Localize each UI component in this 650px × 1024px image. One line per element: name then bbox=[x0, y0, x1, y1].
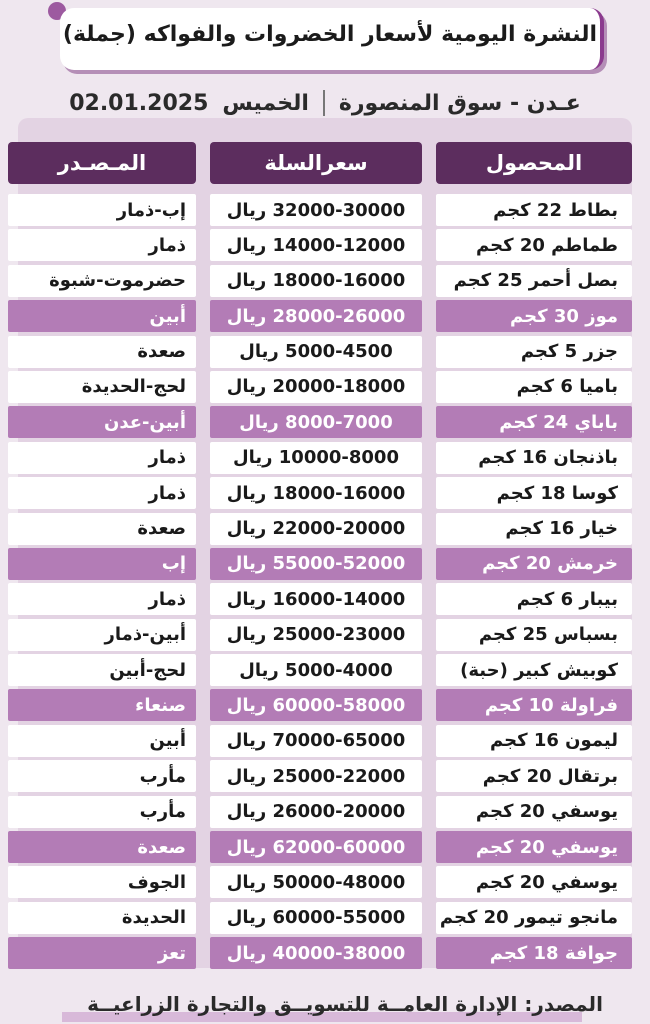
table-row bbox=[18, 194, 632, 226]
cell-product: جزر 5 كجم bbox=[436, 336, 632, 368]
cell-product: بسباس 25 كجم bbox=[436, 619, 632, 651]
cell-source: الجوف bbox=[8, 866, 196, 898]
cell-product: موز 30 كجم bbox=[436, 300, 632, 332]
cell-product: يوسفي 20 كجم bbox=[436, 831, 632, 863]
cell-price: 50000-48000 ريال bbox=[210, 866, 422, 898]
cell-price: 16000-14000 ريال bbox=[210, 583, 422, 615]
cell-price: 40000-38000 ريال bbox=[210, 937, 422, 969]
cell-price: 60000-58000 ريال bbox=[210, 689, 422, 721]
cell-source: صعدة bbox=[8, 336, 196, 368]
cell-price: 20000-18000 ريال bbox=[210, 371, 422, 403]
table-row bbox=[18, 583, 632, 615]
cell-product: يوسفي 20 كجم bbox=[436, 866, 632, 898]
table-row bbox=[18, 477, 632, 509]
bulletin-date: 02.01.2025 bbox=[69, 90, 209, 116]
cell-product: باباي 24 كجم bbox=[436, 406, 632, 438]
cell-price: 32000-30000 ريال bbox=[210, 194, 422, 226]
cell-product: باذنجان 16 كجم bbox=[436, 442, 632, 474]
cell-source: مأرب bbox=[8, 760, 196, 792]
cell-product: جوافة 18 كجم bbox=[436, 937, 632, 969]
cell-price: 62000-60000 ريال bbox=[210, 831, 422, 863]
table-row bbox=[18, 513, 632, 545]
cell-product: كوسا 18 كجم bbox=[436, 477, 632, 509]
table-row bbox=[18, 442, 632, 474]
cell-source: أبين-ذمار bbox=[8, 619, 196, 651]
table-row bbox=[18, 229, 632, 261]
cell-product: بطاط 22 كجم bbox=[436, 194, 632, 226]
cell-product: برتقال 20 كجم bbox=[436, 760, 632, 792]
table-row bbox=[18, 725, 632, 757]
cell-price: 18000-16000 ريال bbox=[210, 265, 422, 297]
cell-price: 70000-65000 ريال bbox=[210, 725, 422, 757]
cell-source: تعز bbox=[8, 937, 196, 969]
cell-source: أبين bbox=[8, 725, 196, 757]
cell-product: باميا 6 كجم bbox=[436, 371, 632, 403]
cell-price: 10000-8000 ريال bbox=[210, 442, 422, 474]
cell-price: 22000-20000 ريال bbox=[210, 513, 422, 545]
cell-product: ليمون 16 كجم bbox=[436, 725, 632, 757]
cell-price: 55000-52000 ريال bbox=[210, 548, 422, 580]
cell-product: مانجو تيمور 20 كجم bbox=[436, 902, 632, 934]
cell-source: لحج-الحديدة bbox=[8, 371, 196, 403]
table-row bbox=[18, 866, 632, 898]
table-row bbox=[18, 796, 632, 828]
cell-product: طماطم 20 كجم bbox=[436, 229, 632, 261]
table-row bbox=[18, 760, 632, 792]
cell-price: 28000-26000 ريال bbox=[210, 300, 422, 332]
cell-source: أبين-عدن bbox=[8, 406, 196, 438]
title-box bbox=[60, 8, 604, 70]
cell-source: ذمار bbox=[8, 583, 196, 615]
cell-source: ذمار bbox=[8, 477, 196, 509]
cell-product: بيبار 6 كجم bbox=[436, 583, 632, 615]
table-row bbox=[18, 371, 632, 403]
cell-price: 25000-22000 ريال bbox=[210, 760, 422, 792]
subtitle-divider bbox=[323, 90, 325, 116]
cell-price: 25000-23000 ريال bbox=[210, 619, 422, 651]
cell-price: 5000-4500 ريال bbox=[210, 336, 422, 368]
cell-source: الحديدة bbox=[8, 902, 196, 934]
cell-price: 8000-7000 ريال bbox=[210, 406, 422, 438]
table-row bbox=[18, 619, 632, 651]
cell-price: 26000-20000 ريال bbox=[210, 796, 422, 828]
cell-source: صعدة bbox=[8, 831, 196, 863]
cell-source: ذمار bbox=[8, 442, 196, 474]
subtitle bbox=[60, 86, 590, 120]
cell-product: خيار 16 كجم bbox=[436, 513, 632, 545]
cell-source: صعدة bbox=[8, 513, 196, 545]
cell-source: إب-ذمار bbox=[8, 194, 196, 226]
cell-price: 5000-4000 ريال bbox=[210, 654, 422, 686]
footer-source: المصدر: الإدارة العامــة للتسويــق والتجارة الزراعيــة bbox=[87, 992, 603, 1016]
page-title: النشرة اليومية لأسعار الخضروات والفواكه (جملة) bbox=[62, 22, 598, 47]
table-row bbox=[18, 406, 632, 438]
table-row bbox=[18, 336, 632, 368]
cell-product: فراولة 10 كجم bbox=[436, 689, 632, 721]
cell-source: مأرب bbox=[8, 796, 196, 828]
cell-source: إب bbox=[8, 548, 196, 580]
table-row bbox=[18, 548, 632, 580]
cell-price: 60000-55000 ريال bbox=[210, 902, 422, 934]
cell-source: صنعاء bbox=[8, 689, 196, 721]
table-row bbox=[18, 654, 632, 686]
table-body bbox=[18, 194, 632, 969]
table-header-row bbox=[18, 142, 632, 184]
header-price: سعرالسلة bbox=[210, 142, 422, 184]
cell-source: أبين bbox=[8, 300, 196, 332]
table-row bbox=[18, 689, 632, 721]
cell-product: خرمش 20 كجم bbox=[436, 548, 632, 580]
cell-product: كوبيش كبير (حبة) bbox=[436, 654, 632, 686]
header-source: المـصـدر bbox=[8, 142, 196, 184]
table-row bbox=[18, 265, 632, 297]
cell-source: ذمار bbox=[8, 229, 196, 261]
cell-price: 18000-16000 ريال bbox=[210, 477, 422, 509]
table-row bbox=[18, 937, 632, 969]
cell-source: لحج-أبين bbox=[8, 654, 196, 686]
cell-price: 14000-12000 ريال bbox=[210, 229, 422, 261]
table-row bbox=[18, 902, 632, 934]
table-row bbox=[18, 300, 632, 332]
cell-product: بصل أحمر 25 كجم bbox=[436, 265, 632, 297]
cell-product: يوسفي 20 كجم bbox=[436, 796, 632, 828]
header-product: المحصول bbox=[436, 142, 632, 184]
table-row bbox=[18, 831, 632, 863]
cell-source: حضرموت-شبوة bbox=[8, 265, 196, 297]
bulletin-day: الخميس bbox=[222, 90, 309, 116]
market-location: عـدن - سوق المنصورة bbox=[338, 90, 581, 116]
price-table bbox=[18, 142, 632, 973]
